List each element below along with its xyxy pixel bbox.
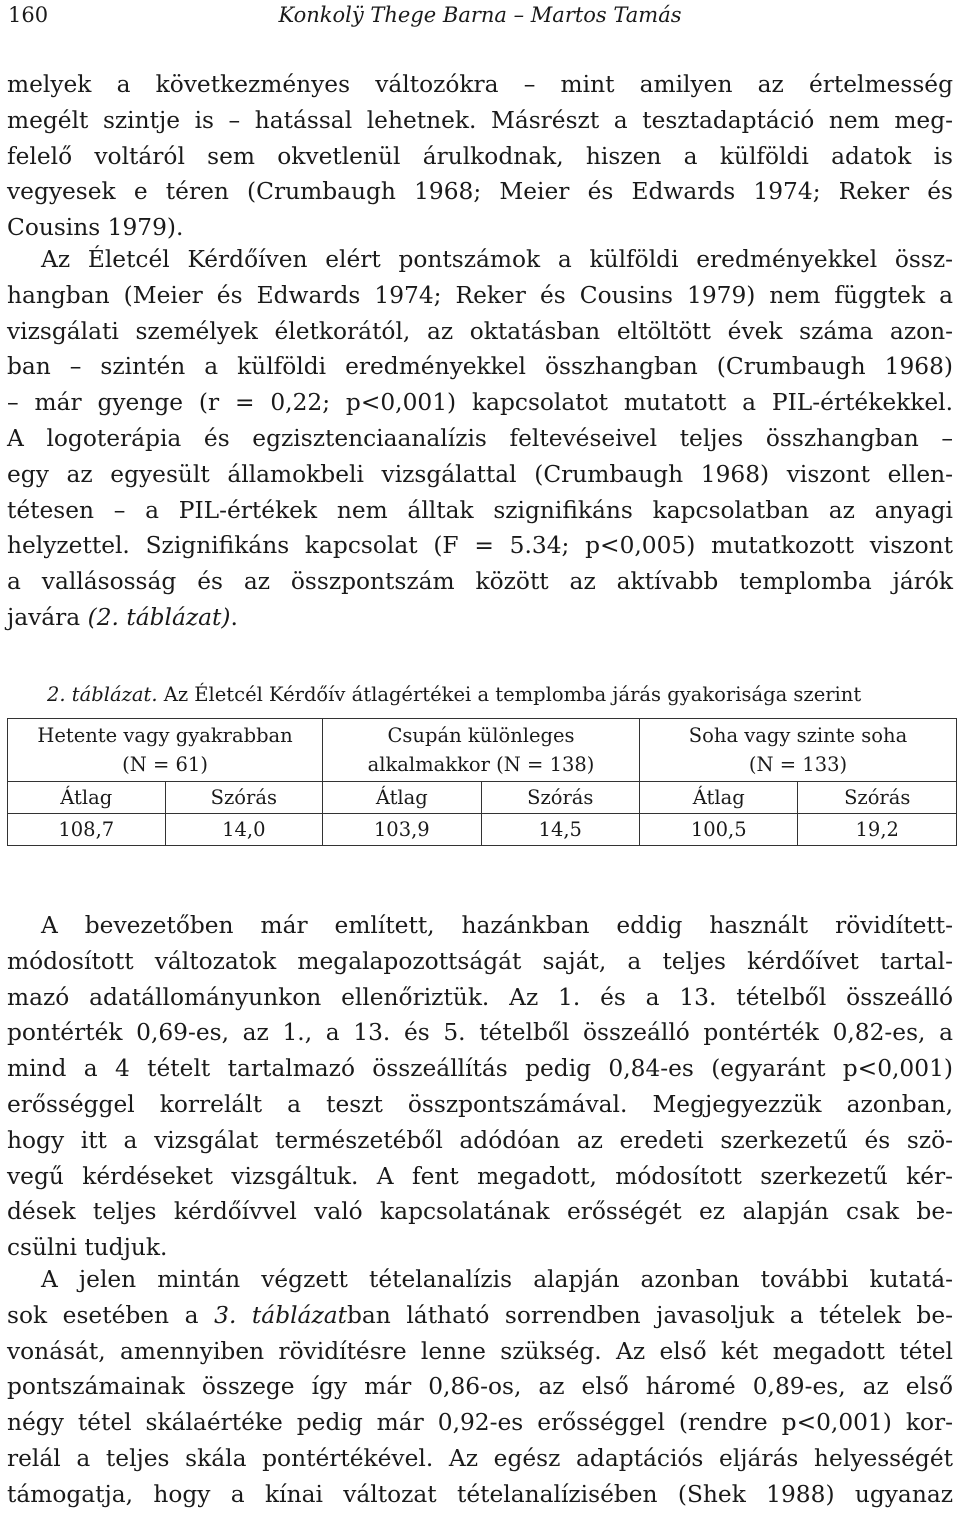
paragraph-3	[7, 908, 953, 1266]
group-header: Csupán különleges alkalmakkor (N = 138)	[323, 719, 640, 782]
table-caption-label: 2. táblázat.	[47, 683, 158, 706]
text-segment: sok esetében a	[7, 1301, 215, 1329]
text-line	[7, 1298, 953, 1334]
subheader-cell: Átlag	[323, 782, 481, 814]
subheader-cell: Szórás	[165, 782, 323, 814]
text-line-last	[7, 600, 953, 636]
subheader-cell: Átlag	[8, 782, 166, 814]
text-line: pontszámainak összege így már 0,86-os, az első háromé 0,89-es, az első	[7, 1373, 953, 1401]
text-line: ban – szintén a külföldi eredményekkel összhangban (Crumbaugh 1968)	[7, 353, 953, 381]
text-segment: ban látható sorrendben javasoljuk a tételek be-	[346, 1301, 953, 1329]
paragraph-2	[7, 242, 953, 636]
text-line: melyek a következményes változókra – mint amilyen az értelmesség	[7, 71, 953, 98]
text-line: A jelen mintán végzett tételanalízis alapján azonban további kutatá-	[41, 1266, 953, 1293]
text-line: módosított változatok megalapozottságát saját, a teljes kérdőívet tartal-	[7, 947, 953, 975]
paragraph-4	[7, 1262, 953, 1513]
text-line: a vallásosság és az összpontszám között az aktívabb templomba járók	[7, 568, 953, 596]
subheader-cell: Szórás	[481, 782, 639, 814]
running-header	[8, 0, 952, 34]
text-line: helyzettel. Szignifikáns kapcsolat (F = 5.34; p<0,005) mutatkozott viszont	[7, 532, 953, 560]
subheader-cell: Átlag	[640, 782, 798, 814]
results-table	[7, 718, 957, 846]
text-line: vegyesek e téren (Crumbaugh 1968; Meier és Edwards 1974; Reker és	[7, 178, 953, 206]
text-line: Cousins 1979).	[7, 214, 184, 242]
text-segment: javára	[7, 603, 81, 631]
group-header: Soha vagy szinte soha (N = 133)	[640, 719, 957, 782]
text-line: dések teljes kérdőívvel való kapcsolatának erősségét ez alapján csak be-	[7, 1198, 953, 1226]
table-cell: 108,7	[8, 814, 166, 846]
text-line: tétesen – a PIL-értékek nem álltak szignifikáns kapcsolatban az anyagi	[7, 496, 953, 524]
table-row	[8, 814, 957, 846]
page-number: 160	[8, 3, 49, 27]
text-line: vonását, amennyiben rövidítésre lenne szükség. Az első két megadott tétel	[7, 1337, 953, 1365]
table-header-row	[8, 719, 957, 782]
text-line: relál a teljes skála pontértékével. Az egész adaptációs eljárás helyességét	[7, 1444, 953, 1472]
group-header: Hetente vagy gyakrabban (N = 61)	[8, 719, 323, 782]
table-cell: 103,9	[323, 814, 481, 846]
text-line: A logoterápia és egzisztenciaanalízis feltevéseivel teljes összhangban –	[7, 424, 953, 452]
text-line: csülni tudjuk.	[7, 1234, 168, 1262]
table-caption	[47, 682, 861, 708]
paragraph-1	[7, 67, 953, 246]
subheader-cell: Szórás	[798, 782, 957, 814]
text-line: mind a 4 tételt tartalmazó összeállítás pedig 0,84-es (egyaránt p<0,001)	[7, 1055, 953, 1083]
text-line: erősséggel korrelált a teszt összpontszámával. Megjegyezzük azonban,	[7, 1090, 953, 1118]
text-line: megélt szintje is – hatással lehetnek. Másrészt a tesztadaptáció nem meg-	[7, 106, 953, 134]
text-line: egy az egyesült államokbeli vizsgálattal (Crumbaugh 1968) viszont ellen-	[7, 460, 953, 488]
text-line: pontérték 0,69-es, az 1., a 13. és 5. tételből összeálló pontérték 0,82-es, a	[7, 1019, 953, 1047]
table-reference: 3. táblázat	[214, 1301, 347, 1329]
text-line: vegű kérdéseket vizsgáltuk. A fent megadott, módosított szerkezetű kér-	[7, 1162, 953, 1190]
table-cell: 100,5	[640, 814, 798, 846]
running-title-authors: Konkolÿ Thege Barna – Martos Tamás	[278, 3, 682, 27]
text-line: négy tétel skálaértéke pedig már 0,92-es erősséggel (rendre p<0,001) kor-	[7, 1409, 953, 1437]
table-reference: (2. táblázat)	[87, 603, 231, 631]
text-line: mazó adatállományunkon ellenőriztük. Az 1. és a 13. tételből összeálló	[7, 983, 953, 1011]
text-line: – már gyenge (r = 0,22; p<0,001) kapcsolatot mutatott a PIL-értékekkel.	[7, 389, 953, 417]
text-line: A bevezetőben már említett, hazánkban eddig használt rövidített-	[41, 912, 953, 939]
table-cell: 14,0	[165, 814, 323, 846]
table-caption-text: Az Életcél Kérdőív átlagértékei a templomba járás gyakorisága szerint	[157, 683, 862, 706]
text-line: Az Életcél Kérdőíven elért pontszámok a külföldi eredményekkel össz-	[41, 246, 953, 273]
table-cell: 19,2	[798, 814, 957, 846]
text-line: felelő voltáról sem okvetlenül árulkodnak, hiszen a külföldi adatok is	[7, 142, 953, 170]
table-subheader-row	[8, 782, 957, 814]
text-line: hangban (Meier és Edwards 1974; Reker és Cousins 1979) nem függtek a	[7, 281, 953, 309]
text-line: hogy itt a vizsgálat természetéből adódóan az eredeti szerkezetű és szö-	[7, 1126, 953, 1154]
table-cell: 14,5	[481, 814, 639, 846]
text-line: támogatja, hogy a kínai változat tételanalízisében (Shek 1988) ugyanaz	[7, 1480, 953, 1508]
text-line: vizsgálati személyek életkorától, az oktatásban eltöltött évek száma azon-	[7, 317, 953, 345]
text-segment: .	[230, 603, 238, 631]
